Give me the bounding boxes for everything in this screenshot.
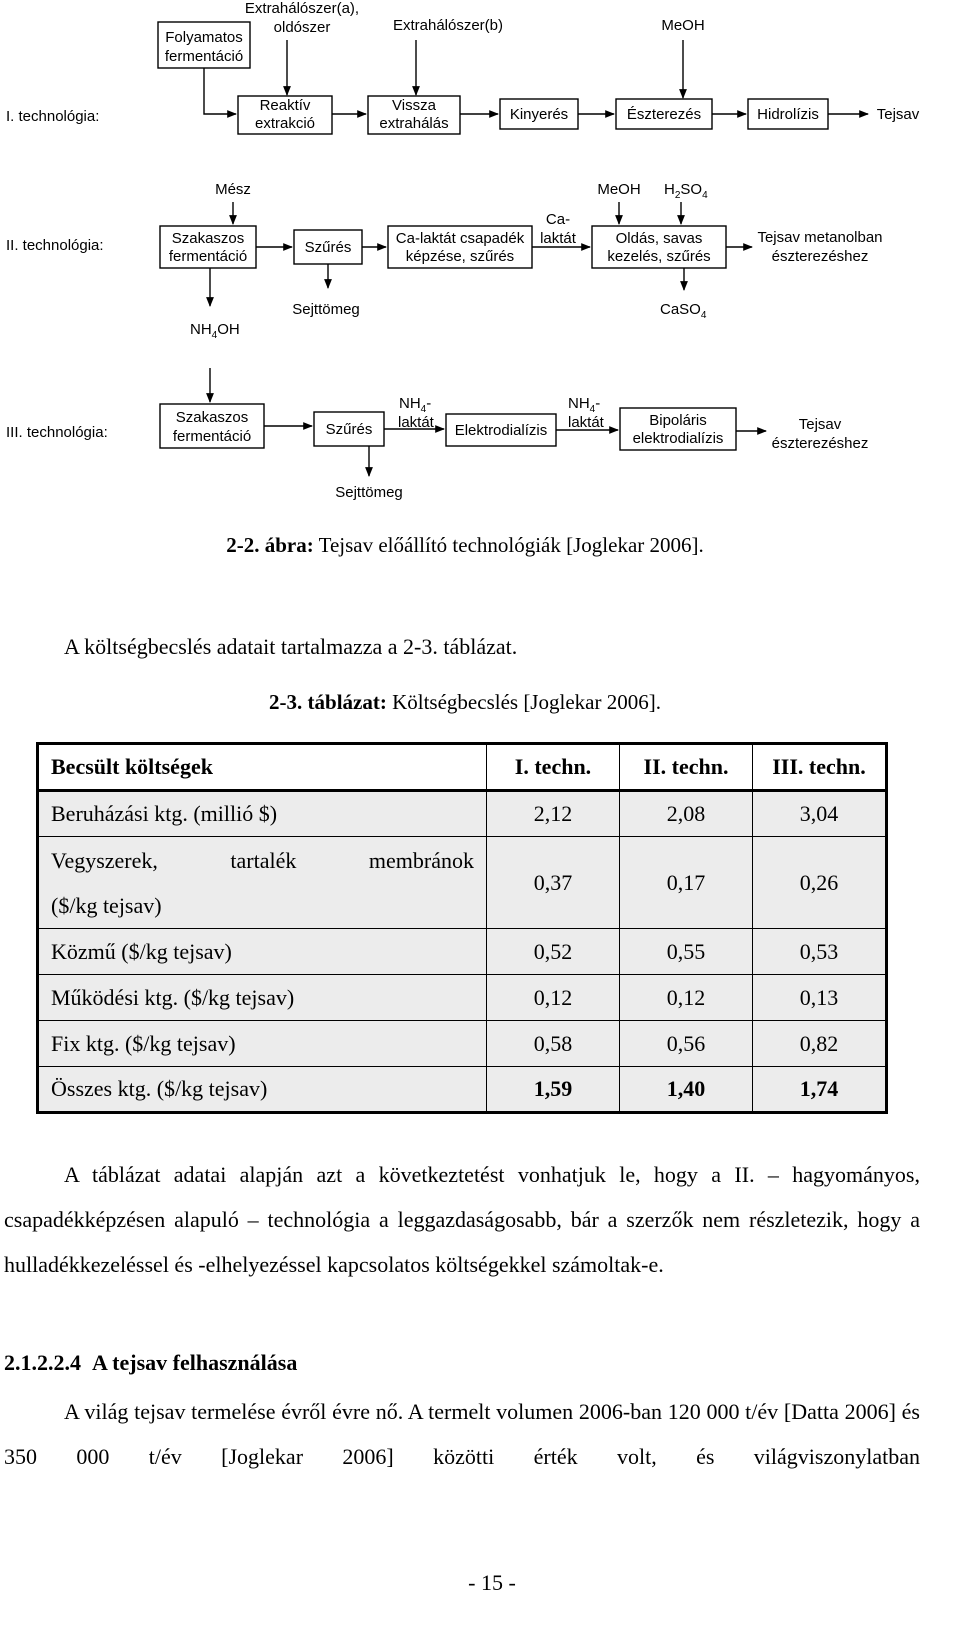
- svg-text:Elektrodialízis: Elektrodialízis: [454, 422, 548, 439]
- cell-value: 0,56: [620, 1021, 753, 1067]
- svg-text:Kinyerés: Kinyerés: [509, 106, 569, 123]
- row-label-line-1: [51, 838, 474, 883]
- tech1-label: I. technológia:: [6, 108, 100, 125]
- cell-value: 0,12: [487, 975, 620, 1021]
- tech1-meoh-label: MeOH: [661, 17, 705, 34]
- tech3-nh4-laktat-2-formula: $NH_4-$: [568, 395, 601, 415]
- table-row: [38, 1021, 887, 1067]
- tech3-elektrodializis-box: [446, 414, 556, 446]
- table-caption-label: 2-3. táblázat:: [269, 690, 387, 714]
- cell-value: 0,58: [487, 1021, 620, 1067]
- row-label: Beruházási ktg. (millió $): [38, 791, 487, 837]
- tech1-tejsav-output: Tejsav: [876, 106, 920, 123]
- svg-text:elektrodialízis: elektrodialízis: [632, 430, 724, 447]
- section-heading: [4, 1350, 297, 1376]
- row-label: Fix ktg. ($/kg tejsav): [38, 1021, 487, 1067]
- svg-text:Oldás, savas: Oldás, savas: [615, 230, 703, 247]
- svg-text:Szűrés: Szűrés: [325, 421, 373, 438]
- tech3-nh4-laktat-1-label: laktát: [398, 414, 434, 431]
- svg-text:Szűrés: Szűrés: [304, 239, 352, 256]
- cell-value: 2,12: [487, 791, 620, 837]
- figure-caption-label: 2-2. ábra:: [226, 533, 314, 557]
- svg-text:extrakció: extrakció: [254, 115, 316, 132]
- svg-text:Folyamatos: Folyamatos: [165, 29, 243, 46]
- svg-text:Vissza: Vissza: [392, 97, 436, 114]
- table-row: [38, 791, 887, 837]
- svg-text:Reaktív: Reaktív: [259, 97, 311, 114]
- svg-text:Bipoláris: Bipoláris: [649, 412, 707, 429]
- svg-text:Szakaszos: Szakaszos: [171, 230, 245, 247]
- tech1-vissza-extrahalas-box: [368, 96, 460, 134]
- tech3-tejsav-out-1: Tejsav: [798, 416, 842, 433]
- tech3-nh4-laktat-2-label: laktát: [568, 414, 604, 431]
- table-caption-text: Költségbecslés [Joglekar 2006].: [386, 690, 661, 714]
- svg-text:fermentáció: fermentáció: [164, 48, 244, 65]
- row-label: Közmű ($/kg tejsav): [38, 929, 487, 975]
- tech3-bipolaris-box: [620, 408, 736, 450]
- tech3-nh4-laktat-1-formula: $NH_4-$: [399, 395, 432, 415]
- figure-caption-text: Tejsav előállító technológiák [Joglekar 2006].: [313, 533, 704, 557]
- conclusion-paragraph: A táblázat adatai alapján azt a következtetést vonhatjuk le, hogy a II. – hagyományos, csapadékképzésen alapuló – technológia a leggazdaságosabb, bár a szerzők nem részletezik, hogy a hulladékkezeléssel és -elhelyezéssel kapcsolatos költségekkel számoltak-e.: [4, 1162, 920, 1277]
- tech3-szures-box: [314, 412, 384, 446]
- cell-value: 3,04: [753, 791, 887, 837]
- table-row: [38, 929, 887, 975]
- cell-value: 0,53: [753, 929, 887, 975]
- cell-value-total: 1,74: [753, 1067, 887, 1113]
- svg-text:Szakaszos: Szakaszos: [175, 409, 249, 426]
- tech2-h2so4-label: $H_2SO_4$: [664, 181, 708, 201]
- cell-value: 0,52: [487, 929, 620, 975]
- tech2-mesz-label: Mész: [215, 181, 251, 198]
- cell-value-total: 1,40: [620, 1067, 753, 1113]
- tech1-kinyeres-box: [500, 99, 578, 129]
- header-tech-3: III. techn.: [753, 744, 887, 791]
- tech2-tejsav-out-1: Tejsav metanolban: [757, 229, 883, 246]
- tech2-meoh-label: MeOH: [597, 181, 641, 198]
- process-flow-diagram: [0, 0, 960, 520]
- svg-text:képzése, szűrés: képzése, szűrés: [405, 248, 515, 265]
- header-tech-2: II. techn.: [620, 744, 753, 791]
- cell-value: 0,12: [620, 975, 753, 1021]
- cell-value-total: 1,59: [487, 1067, 620, 1113]
- tech1-hidrolizis-box: [748, 99, 828, 129]
- page-number: - 15 -: [468, 1570, 516, 1595]
- tech2-tejsav-out-2: észterezéshez: [771, 248, 869, 265]
- cell-value: 0,13: [753, 975, 887, 1021]
- section-number: 2.1.2.2.4: [4, 1350, 81, 1375]
- tech3-tejsav-out-2: észterezéshez: [771, 435, 869, 452]
- table-row-total: [38, 1067, 887, 1113]
- row-label: Összes ktg. ($/kg tejsav): [38, 1067, 487, 1113]
- tech2-label: II. technológia:: [6, 237, 104, 254]
- svg-text:Észterezés: Észterezés: [626, 106, 702, 123]
- tech3-label: III. technológia:: [6, 424, 108, 441]
- tech2-oldas-box: [592, 226, 726, 268]
- row-label-word: Vegyszerek,: [51, 847, 158, 873]
- svg-text:Ca-laktát csapadék: Ca-laktát csapadék: [395, 230, 525, 247]
- tech1-eszterezes-box: [616, 99, 712, 129]
- row-label-line-2: ($/kg tejsav): [51, 892, 162, 918]
- intro-sentence: A költségbecslés adatait tartalmazza a 2-3. táblázat.: [64, 634, 518, 659]
- svg-text:fermentáció: fermentáció: [172, 428, 252, 445]
- tech3-sejttomeg-label: Sejttömeg: [335, 484, 403, 501]
- cell-value: 0,17: [620, 837, 753, 929]
- final-paragraph: A világ tejsav termelése évről évre nő. A termelt volumen 2006-ban 120 000 t/év [Datta 2006] és 350 000 t/év [Joglekar 2006] közötti érték volt, és világviszonylatban: [4, 1399, 920, 1469]
- tech2-szakaszos-box: [160, 226, 256, 268]
- tech2-calaktat-csapadek-box: [388, 226, 532, 268]
- table-header-row: [38, 744, 887, 791]
- cell-value: 0,26: [753, 837, 887, 929]
- svg-text:fermentáció: fermentáció: [168, 248, 248, 265]
- tech1-oldoszer-label: oldószer: [273, 19, 331, 36]
- table-caption: [0, 690, 930, 715]
- cell-value: 0,55: [620, 929, 753, 975]
- tech2-sejttomeg-label: Sejttömeg: [292, 301, 360, 318]
- tech3-szakaszos-box: [160, 404, 264, 448]
- tech3-nh4oh-label: $NH_4OH$: [190, 321, 240, 341]
- cost-estimate-table: [36, 742, 888, 1114]
- table-row: [38, 837, 887, 929]
- table-row: [38, 975, 887, 1021]
- tech2-calaktat-label-1: Ca-: [545, 211, 571, 228]
- row-label-word: tartalék: [230, 847, 297, 873]
- tech1-reaktiv-extrakcio-box: [238, 96, 332, 134]
- section-title: A tejsav felhasználása: [92, 1350, 298, 1375]
- tech2-szures-box: [294, 230, 362, 264]
- cell-value: 0,37: [487, 837, 620, 929]
- tech2-caso4-label: CaSO$_4$: [660, 301, 707, 321]
- svg-text:Hidrolízis: Hidrolízis: [757, 106, 819, 123]
- row-label-word: membránok: [368, 847, 474, 873]
- svg-text:extrahálás: extrahálás: [379, 115, 449, 132]
- svg-text:kezelés, szűrés: kezelés, szűrés: [607, 248, 711, 265]
- tech2-calaktat-label-2: laktát: [540, 230, 576, 247]
- header-becsult-koltsegek: Becsült költségek: [38, 744, 487, 791]
- tech1-folyamatos-box: [158, 22, 250, 68]
- tech1-extrahalo-b-label: Extrahálószer(b): [392, 17, 504, 34]
- header-tech-1: I. techn.: [487, 744, 620, 791]
- row-label: Működési ktg. ($/kg tejsav): [38, 975, 487, 1021]
- row-label: [38, 837, 487, 929]
- tech1-extrahalo-a-label: Extrahálószer(a),: [244, 0, 360, 17]
- cell-value: 0,82: [753, 1021, 887, 1067]
- figure-caption: [0, 533, 930, 558]
- cell-value: 2,08: [620, 791, 753, 837]
